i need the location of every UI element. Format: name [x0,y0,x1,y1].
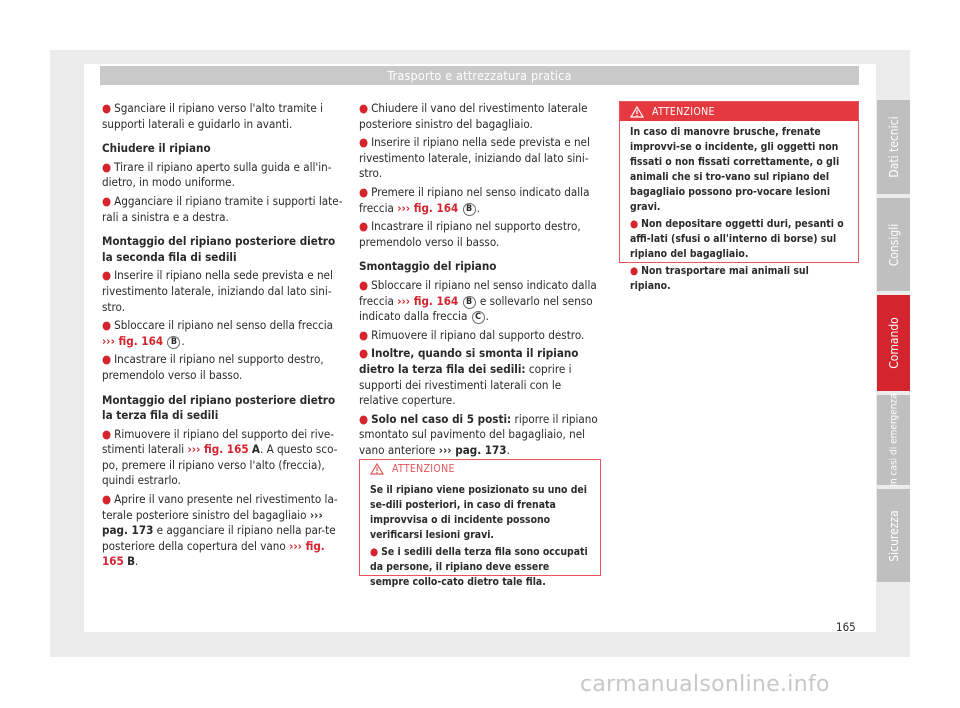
bullet-icon: ● [370,546,379,558]
warning-triangle-icon [370,463,384,475]
page-link[interactable]: ››› pag. 173 [102,507,323,538]
bullet-icon: ● [630,218,639,230]
callout-circle: B [463,203,476,216]
list-item: ● Sbloccare il ripiano nel senso indicato dalla freccia ››› fig. 164 B e sollevarlo nel senso indicato dalla freccia C . [359,277,597,324]
warning-header [360,460,600,479]
callout-circle: B [167,336,180,349]
bullet-icon: ● [359,346,369,361]
bullet-icon: ● [359,184,369,199]
page-link[interactable]: ››› pag. 173 [438,442,507,457]
warning-body: Se il ripiano viene posizionato su uno dei se-dili posteriori, in caso di frenata improvvisa o di incidente possono verificarsi lesioni gravi. ● Se i sedili della terza fila sono occupati da persone, il ripiano deve essere sempre collo-cato dietro tale fila. [360,479,600,598]
subheading: Montaggio del ripiano posteriore dietro la seconda fila di sedili [102,234,336,264]
bullet-icon: ● [102,318,112,333]
bullet-icon: ● [359,135,369,150]
warning-body: In caso di manovre brusche, frenate improvvi-se o incidente, gli oggetti non fissati o non fissati correttamente, o gli animali che si tro-vano sul ripiano del bagagliaio possono pro-vocare lesioni gravi. ● Non depositare oggetti duri, pesanti o affi-lati (sfusi o all'interno di borse) sul ripiano del bagagliaio. ● Non trasportare mai animali sul ripiano. [620,121,858,302]
sidebar-tab-sicurezza[interactable]: Sicurezza [877,489,910,582]
sidebar-tab-consigli[interactable]: Consigli [877,198,910,291]
page-number: 165 [836,620,856,634]
sidebar-tab-emergenza[interactable]: In casi di emergenza [877,395,910,485]
warning-triangle-icon [630,106,644,118]
list-item: ● Inserire il ripiano nella sede prevista e nel rivestimento laterale, iniziando dal lato sini-stro. [102,268,333,314]
bullet-icon: ● [102,426,112,441]
warning-title: ATTENZIONE [392,463,455,475]
bullet-icon: ● [359,219,369,234]
list-item: ● Se i sedili della terza fila sono occupati da persone, il ripiano deve essere sempre collo-cato dietro tale fila. [370,546,588,588]
list-item: ● Inserire il ripiano nella sede prevista e nel rivestimento laterale, iniziando dal lato sini-stro. [359,135,590,181]
bullet-icon: ● [102,492,112,507]
list-item: ● Non depositare oggetti duri, pesanti o affi-lati (sfusi o all'interno di borse) sul ripiano del bagagliaio. [630,218,844,260]
warning-box [619,101,859,292]
list-item: ● Chiudere il vano del rivestimento laterale posteriore sinistro del bagagliaio. [359,101,588,131]
figure-link[interactable]: ››› fig. 164 [397,293,459,308]
watermark: carmanualsonline.info [580,672,830,697]
figure-link[interactable]: ››› fig. 165 [187,442,249,457]
bullet-icon: ● [359,277,369,292]
subheading: Montaggio del ripiano posteriore dietro la terza fila di sedili [102,392,336,423]
warning-box [359,459,601,588]
bullet-icon: ● [102,159,112,174]
bullet-icon: ● [102,268,112,283]
bullet-icon: ● [630,265,639,277]
list-item: ● Rimuovere il ripiano del supporto dei rive-stimenti laterali ››› fig. 165 A. A questo sco-po, premere il ripiano verso l'alto (freccia), quindi estrarlo. [102,426,338,488]
list-item: ● Non trasportare mai animali sul ripiano. [630,265,809,292]
list-item: ● Sbloccare il ripiano nel senso della freccia ››› fig. 164 B . [102,318,334,348]
list-item: ● Incastrare il ripiano nel supporto destro, premendolo verso il basso. [102,352,324,382]
bullet-icon: ● [102,101,112,115]
bullet-icon: ● [102,352,112,367]
callout-circle: B [463,296,476,309]
list-item: ● Tirare il ripiano aperto sulla guida e all'in-dietro, in modo uniforme. [102,159,332,190]
text-column-2 [359,101,603,458]
list-item: ● Inoltre, quando si smonta il ripiano dietro la terza fila dei sedili: coprire i supporti dei rivestimenti laterali con le relative coperture. [359,346,579,408]
bullet-icon: ● [359,101,369,115]
sidebar-tab-comando[interactable]: Comando [877,295,910,391]
bullet-icon: ● [102,193,112,208]
callout-circle: C [472,311,485,324]
list-item: ● Sganciare il ripiano verso l'alto tramite i supporti laterali e guidarlo in avanti. [102,101,324,131]
figure-link[interactable]: ››› fig. 164 [102,333,164,348]
warning-header [620,102,858,121]
section-header: Trasporto e attrezzatura pratica [100,66,859,85]
bullet-icon: ● [359,327,369,342]
list-item: ● Premere il ripiano nel senso indicato dalla freccia ››› fig. 164 B . [359,184,590,215]
list-item: ● Incastrare il ripiano nel supporto destro, premendolo verso il basso. [359,219,581,249]
subheading: Chiudere il ripiano [102,141,211,156]
figure-link[interactable]: ››› fig. 165 [102,538,325,569]
figure-link[interactable]: ››› fig. 164 [397,200,459,215]
list-item: ● Solo nel caso di 5 posti: riporre il ripiano smontato sul pavimento del bagagliaio, nel vano anteriore ››› pag. 173. [359,411,598,457]
list-item: ● Rimuovere il ripiano dal supporto destro. [359,327,585,342]
text-column-1 [102,101,344,570]
bullet-icon: ● [359,411,369,426]
list-item: ● Agganciare il ripiano tramite i supporti late-rali a sinistra e a destra. [102,193,343,224]
list-item: ● Aprire il vano presente nel rivestimento la-terale posteriore sinistro del bagagliaio ››› pag. 173 e agganciare il ripiano nella par-te posteriore della copertura del vano ››› fig. 165 B. [102,492,338,569]
subheading: Smontaggio del ripiano [359,259,497,274]
sidebar-tab-dati-tecnici[interactable]: Dati tecnici [877,100,910,194]
warning-title: ATTENZIONE [652,105,715,118]
